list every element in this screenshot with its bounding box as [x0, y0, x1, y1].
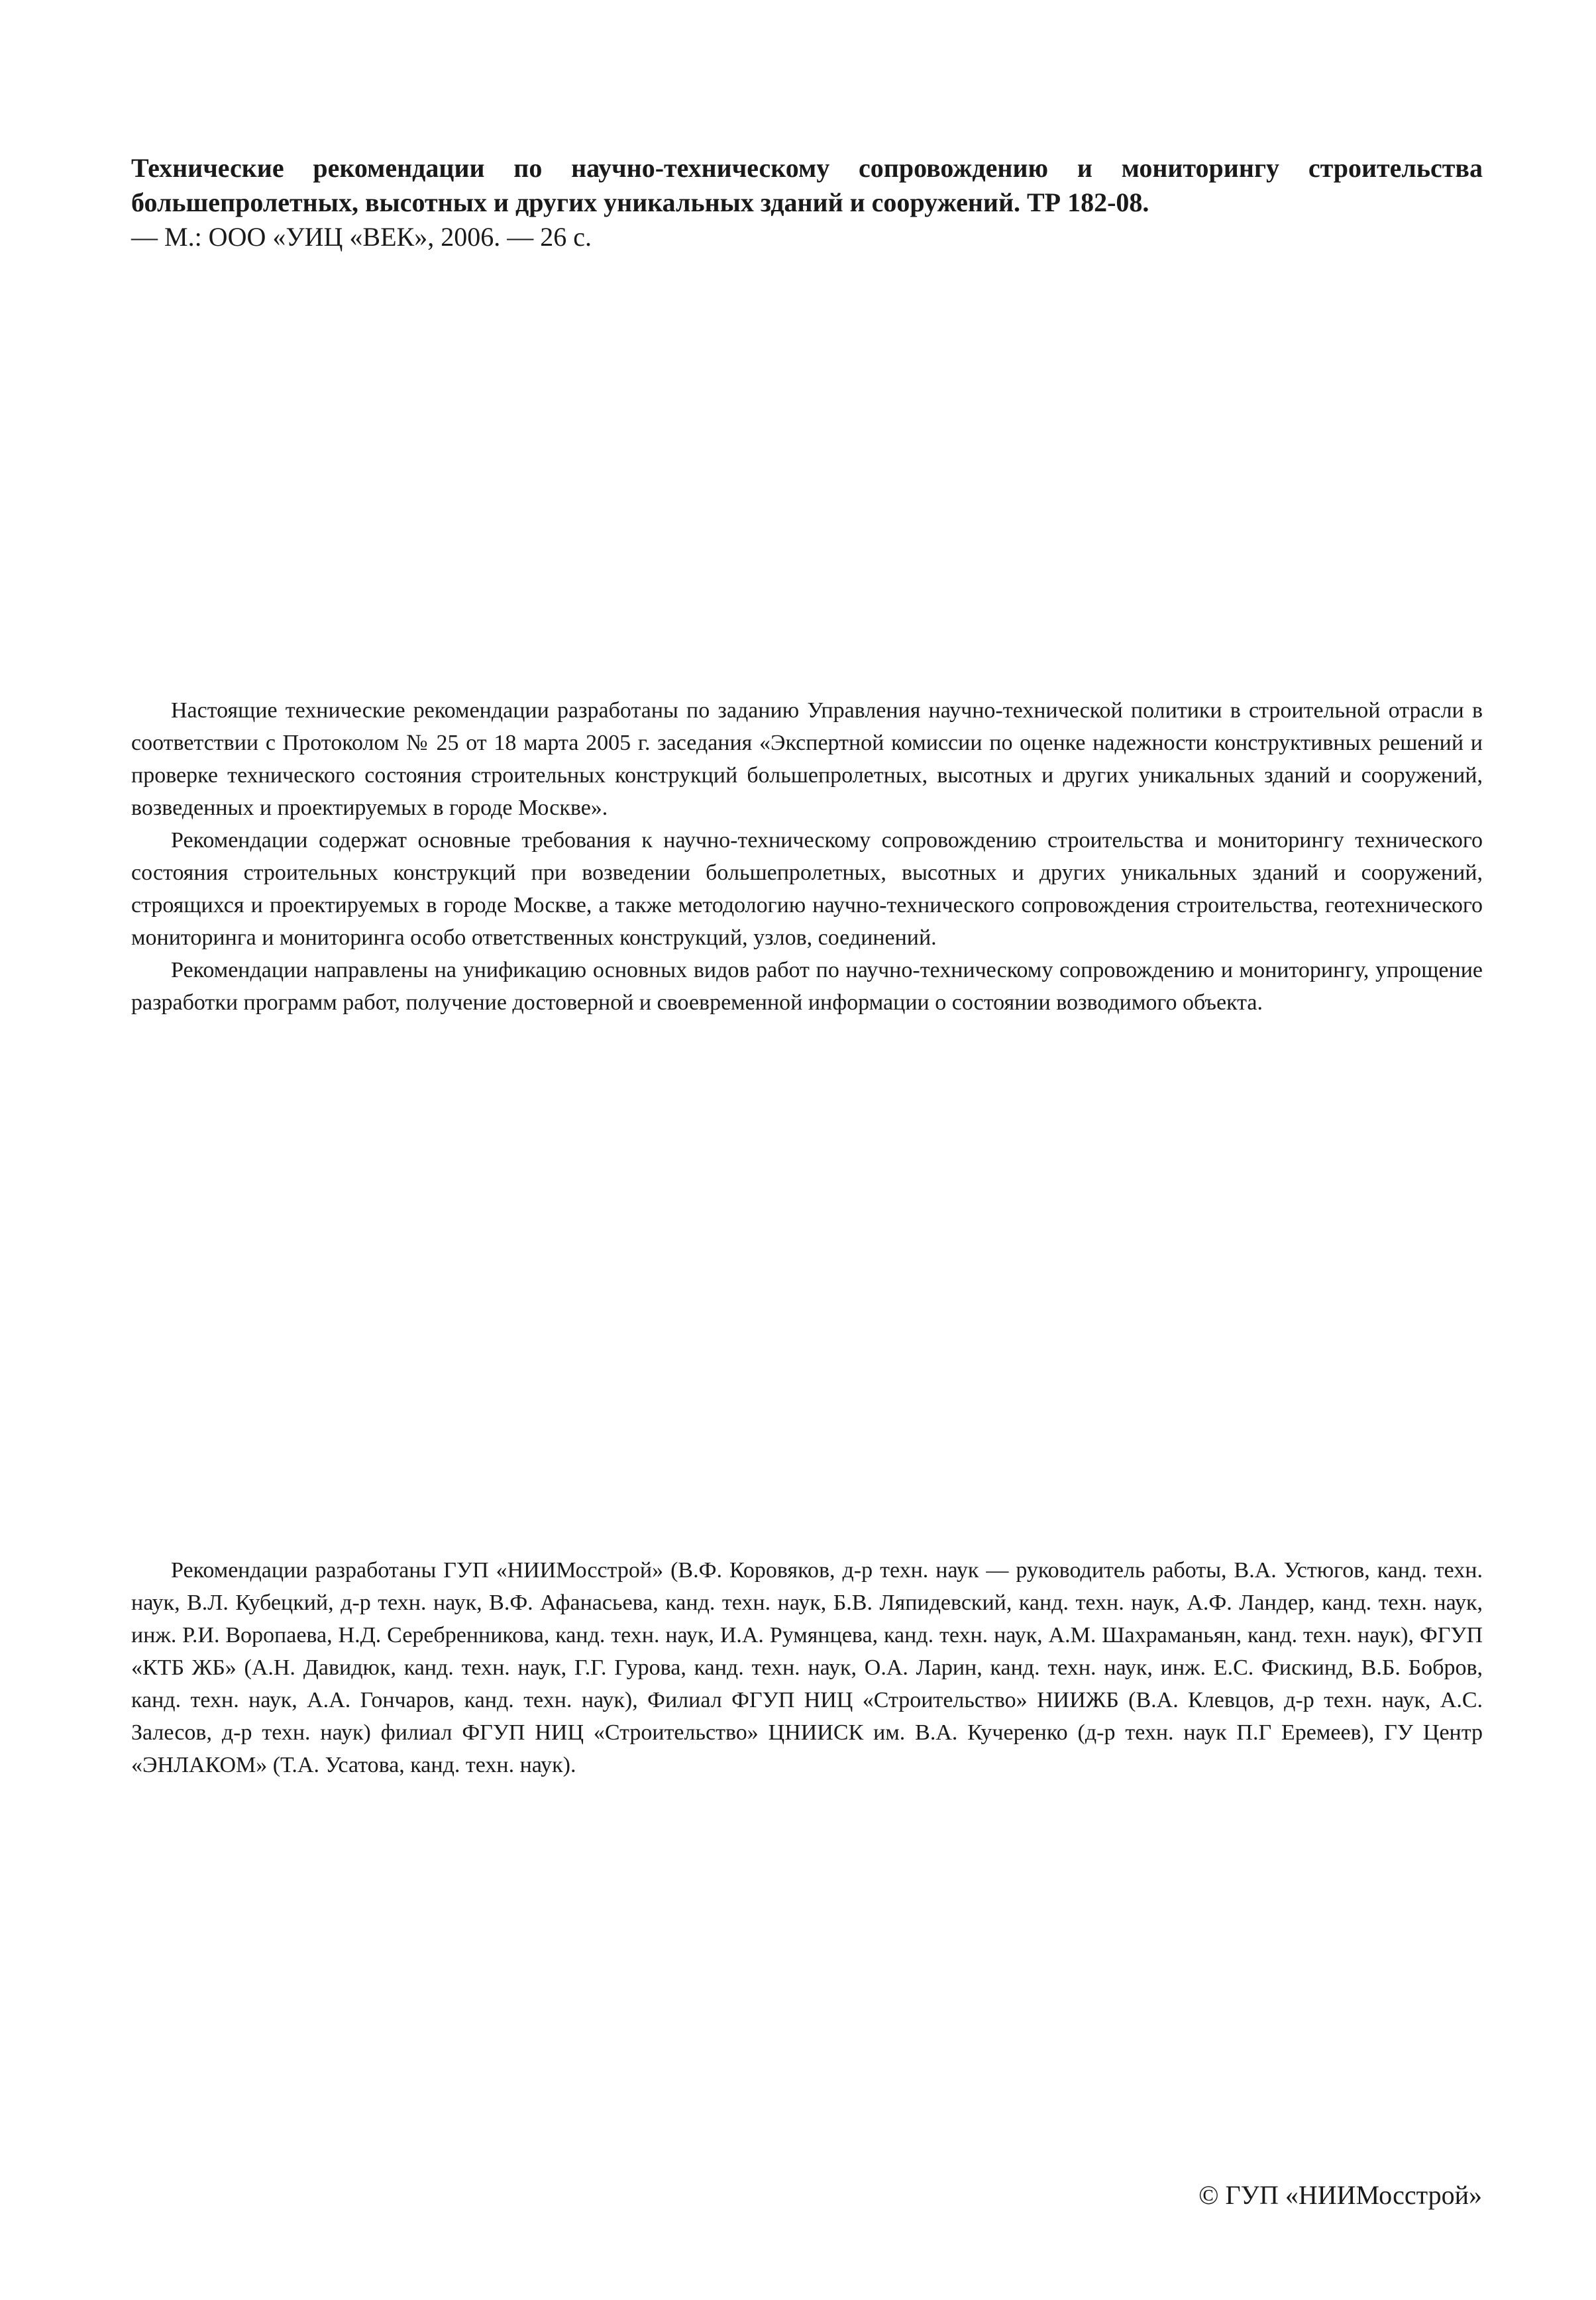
- abstract-paragraph: Рекомендации направлены на унификацию основных видов работ по научно-техническому сопровождению и мониторингу, упрощение разработки программ работ, получение достоверной и своевременной информации о состоянии возводимого объекта.: [131, 958, 1483, 1015]
- abstract-paragraph: Настоящие технические рекомендации разработаны по заданию Управления научно-технической политики в строительной отрасли в соответствии с Протоколом № 25 от 18 марта 2005 г. заседания «Экспертной комиссии по оценке надежности конструктивных решений и проверке технического состояния строительных конструкций большепролетных, высотных и других уникальных зданий и сооружений, возведенных и проектируемых в городе Москве».: [131, 698, 1483, 820]
- bibliographic-title: Технические рекомендации по научно-техническому сопровождению и мониторингу строительства большепролетных, высотных и других уникальных зданий и сооружений. ТР 182-08.: [131, 153, 1483, 217]
- bibliographic-imprint: — М.: ООО «УИЦ «ВЕК», 2006. — 26 с.: [131, 222, 592, 252]
- copyright-notice: © ГУП «НИИМосстрой»: [1198, 2180, 1482, 2210]
- abstract-section: [131, 694, 1483, 1019]
- authors-paragraph: Рекомендации разработаны ГУП «НИИМосстрой» (В.Ф. Коровяков, д-р техн. наук — руководитель работы, В.А. Устюгов, канд. техн. наук, В.Л. Кубецкий, д-р техн. наук, В.Ф. Афанасьева, канд. техн. наук, Б.В. Ляпидевский, канд. техн. наук, А.Ф. Ландер, канд. техн. наук, инж. Р.И. Воропаева, Н.Д. Серебренникова, канд. техн. наук, И.А. Румянцева, канд. техн. наук, А.М. Шахраманьян, канд. техн. наук), ФГУП «КТБ ЖБ» (А.Н. Давидюк, канд. техн. наук, Г.Г. Гурова, канд. техн. наук, О.А. Ларин, канд. техн. наук, инж. Е.С. Фискинд, В.Б. Бобров, канд. техн. наук, А.А. Гончаров, канд. техн. наук), Филиал ФГУП НИЦ «Строительство» НИИЖБ (В.А. Клевцов, д-р техн. наук, А.С. Залесов, д-р техн. наук) филиал ФГУП НИЦ «Строительство» ЦНИИСК им. В.А. Кучеренко (д-р техн. наук П.Г Еремеев), ГУ Центр «ЭНЛАКОМ» (Т.А. Усатова, канд. техн. наук).: [131, 1558, 1483, 1777]
- abstract-paragraph: Рекомендации содержат основные требования к научно-техническому сопровождению строительства и мониторингу технического состояния строительных конструкций при возведении большепролетных, высотных и других уникальных зданий и сооружений, строящихся и проектируемых в городе Москве, а также методологию научно-технического сопровождения строительства, геотехнического мониторинга и мониторинга особо ответственных конструкций, узлов, соединений.: [131, 828, 1483, 950]
- authors-section: [131, 1554, 1483, 1781]
- bibliographic-entry: [131, 151, 1483, 254]
